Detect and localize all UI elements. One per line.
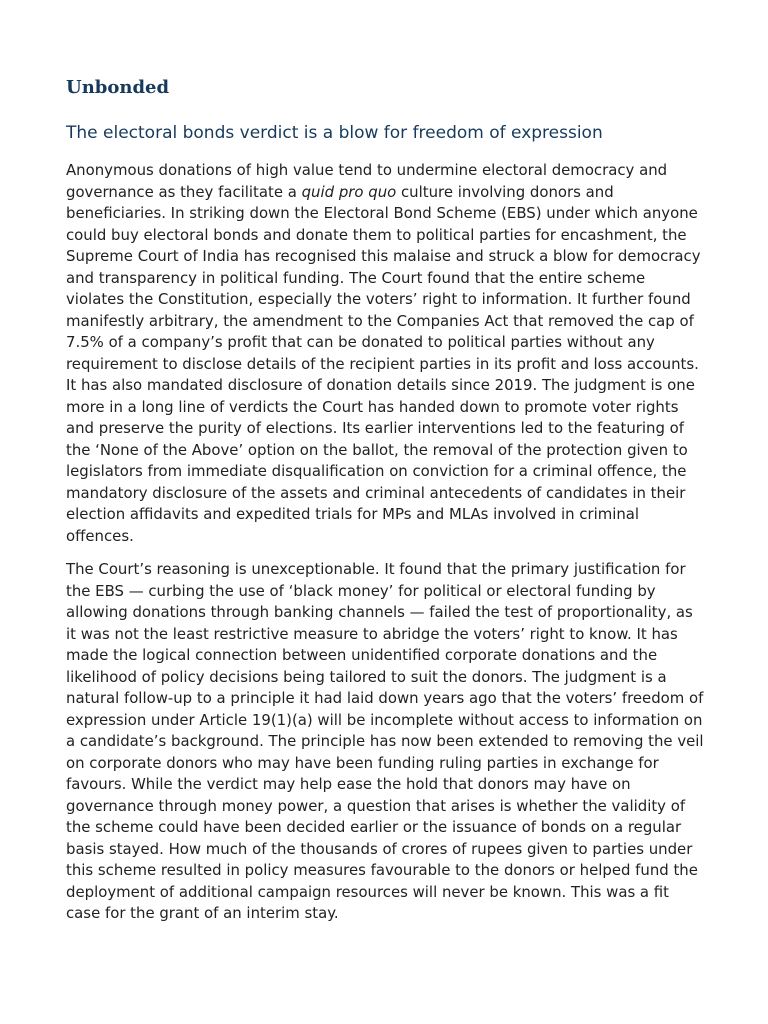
article-subtitle: The electoral bonds verdict is a blow for freedom of expression bbox=[66, 123, 603, 143]
article-paragraph-1 bbox=[66, 160, 706, 547]
paragraph-1-italic-phrase: quid pro quo bbox=[301, 182, 397, 201]
paragraph-1-text-end: culture involving donors and beneficiaries. In striking down the Electoral Bond Scheme (EBS) under which anyone could buy electoral bonds and donate them to political parties for encashment, the Supreme Court of India has recognised this malaise and struck a blow for democracy and transparency in political funding. The Court found that the entire scheme violates the Constitution, especially the voters’ right to information. It further found manifestly arbitrary, the amendment to the Companies Act that removed the cap of 7.5% of a company’s profit that can be donated to political parties without any requirement to disclose details of the recipient parties in its profit and loss accounts. It has also mandated disclosure of donation details since 2019. The judgment is one more in a long line of verdicts the Court has handed down to promote voter rights and preserve the purity of elections. Its earlier interventions led to the featuring of the ‘None of the Above’ option on the ballot, the removal of the protection given to legislators from immediate disqualification on conviction for a criminal offence, the mandatory disclosure of the assets and criminal antecedents of candidates in their election affidavits and expedited trials for MPs and MLAs involved in criminal offences. bbox=[66, 182, 701, 545]
article bbox=[66, 74, 706, 925]
article-title: Unbonded bbox=[66, 77, 170, 98]
article-paragraph-2: The Court’s reasoning is unexceptionable. It found that the primary justification for the EBS — curbing the use of ‘black money’ for political or electoral funding by allowing donations through banking channels — failed the test of proportionality, as it was not the least restrictive measure to abridge the voters’ right to know. It has made the logical connection between unidentified corporate donations and the likelihood of policy decisions being tailored to suit the donors. The judgment is a natural follow-up to a principle it had laid down years ago that the voters’ freedom of expression under Article 19(1)(a) will be incomplete without access to information on a candidate’s background. The principle has now been extended to removing the veil on corporate donors who may have been funding ruling parties in exchange for favours. While the verdict may help ease the hold that donors may have on governance through money power, a question that arises is whether the validity of the scheme could have been decided earlier or the issuance of bonds on a regular basis stayed. How much of the thousands of crores of rupees given to parties under this scheme resulted in policy measures favourable to the donors or helped fund the deployment of additional campaign resources will never be known. This was a fit case for the grant of an interim stay. bbox=[66, 560, 704, 922]
paragraph-1-text-start: Anonymous donations of high value tend to undermine electoral democracy and governance as they facilitate a bbox=[66, 161, 668, 201]
